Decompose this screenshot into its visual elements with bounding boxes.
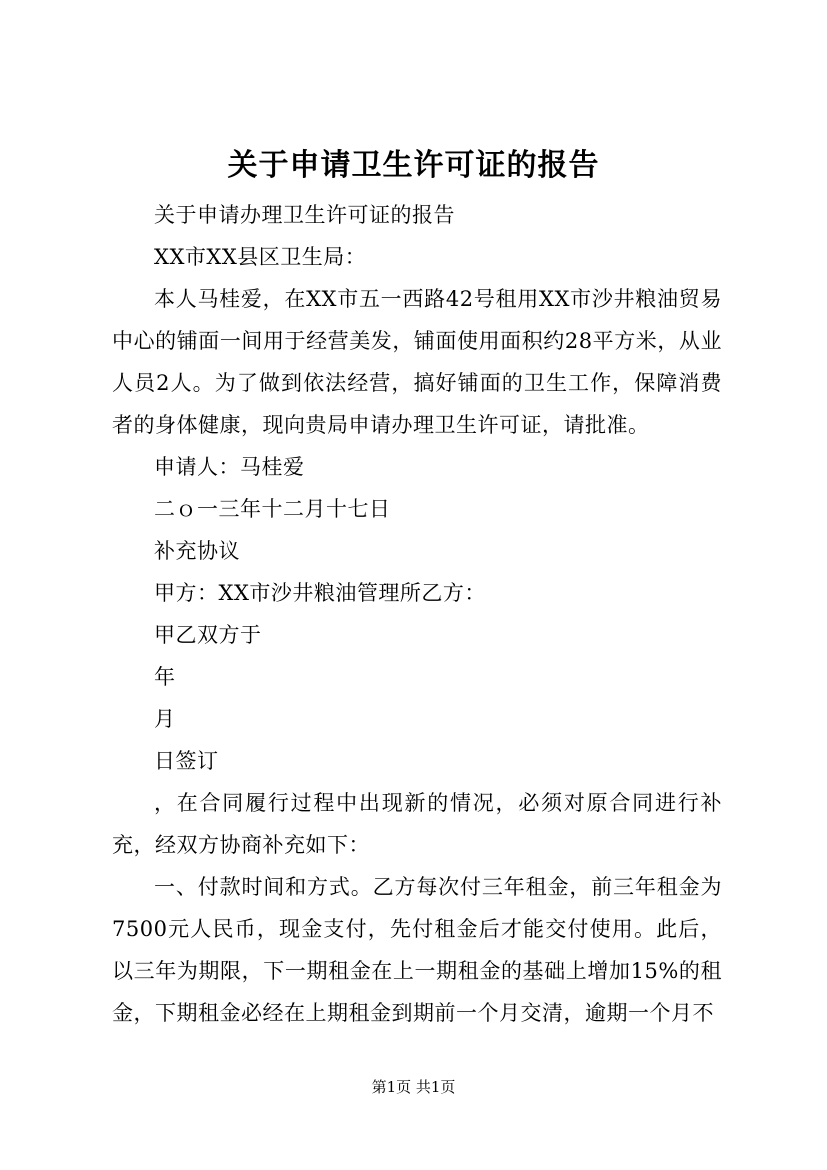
applicant-line: 申请人：马桂爱 xyxy=(154,455,305,479)
year-line: 年 xyxy=(154,665,176,689)
page-number-footer: 第1页 共1页 xyxy=(371,1078,456,1096)
date-line: 二ｏ一三年十二月十七日 xyxy=(154,497,391,521)
signing-day-line: 日签订 xyxy=(154,749,219,773)
supplement-intro-paragraph: ，在合同履行过程中出现新的情况，必须对原合同进行补充，经双方协商补充如下： xyxy=(112,791,722,857)
document-title: 关于申请卫生许可证的报告 xyxy=(227,148,600,183)
document-body xyxy=(112,194,722,1034)
payment-clause-paragraph: 一、付款时间和方式。乙方每次付三年租金，前三年租金为7500元人民币，现金支付，先付租金后才能交付使用。此后，以三年为期限，下一期租金在上一期租金的基础上增加15%的租金，下期租金必经在上期租金到期前一个月交清，逾期一个月不 xyxy=(112,875,722,1025)
parties-line: 甲方：XX市沙井粮油管理所乙方： xyxy=(154,581,486,605)
report-heading: 关于申请办理卫生许可证的报告 xyxy=(154,203,455,227)
application-paragraph: 本人马桂爱，在XX市五一西路42号租用XX市沙井粮油贸易中心的铺面一间用于经营美发，铺面使用面积约28平方米，从业人员2人。为了做到依法经营，搞好铺面的卫生工作，保障消费者的身体健康，现向贵局申请办理卫生许可证，请批准。 xyxy=(112,287,722,437)
supplement-title: 补充协议 xyxy=(154,539,240,563)
parties-agreement-line: 甲乙双方于 xyxy=(154,623,262,647)
recipient-line: XX市XX县区卫生局： xyxy=(154,245,367,269)
month-line: 月 xyxy=(154,707,176,731)
